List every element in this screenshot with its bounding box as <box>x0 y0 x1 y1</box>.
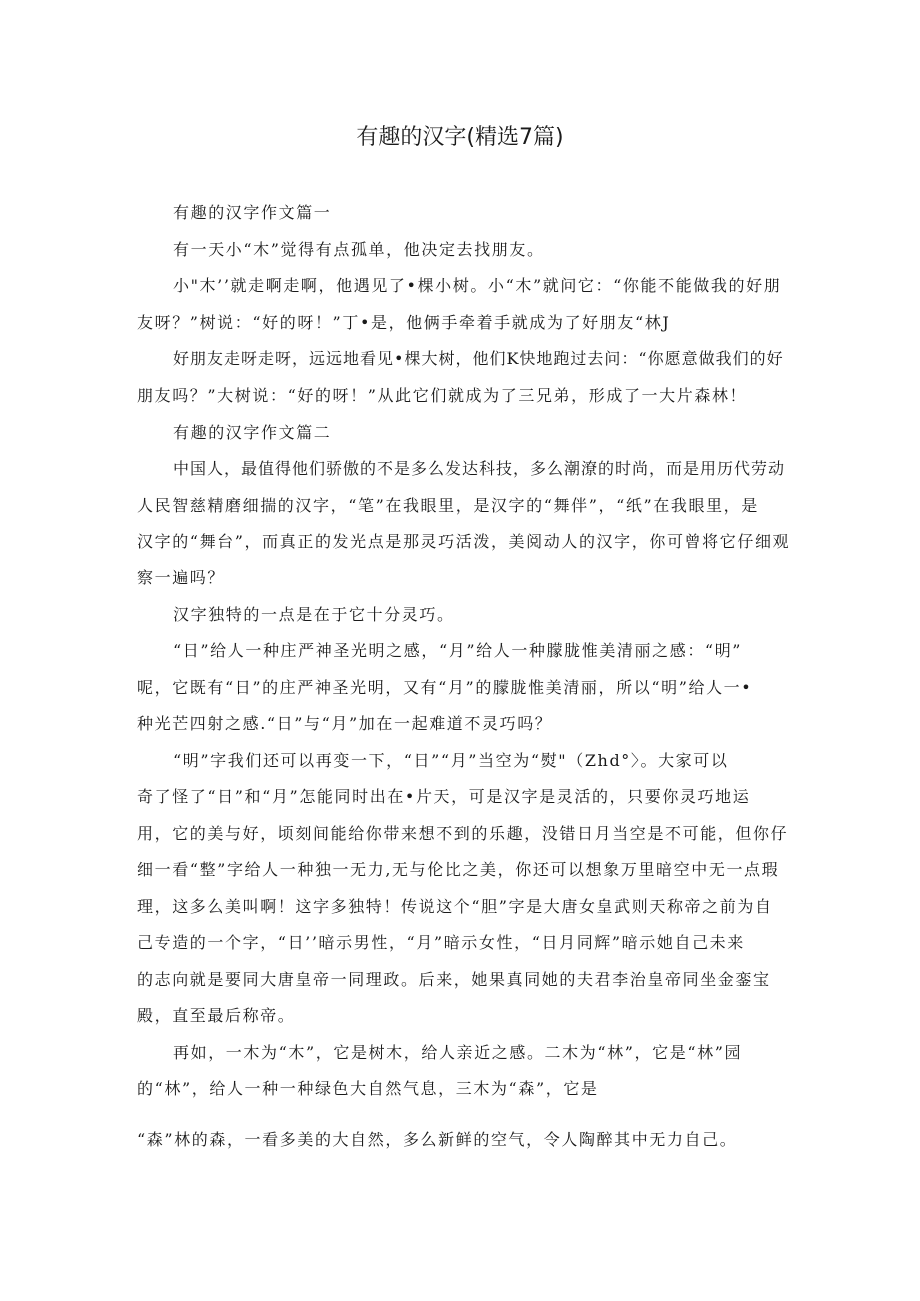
section-heading-2: 有趣的汉字作文篇二 <box>173 423 332 442</box>
section-heading-1: 有趣的汉字作文篇一 <box>173 203 332 222</box>
paragraph-line: 种光芒四射之感.“日”与“月”加在一起难道不灵巧吗？ <box>137 714 553 733</box>
paragraph-line: 中国人，最值得他们骄傲的不是多么发达科技，多么潮潦的时尚，而是用历代劳动 <box>173 459 786 478</box>
paragraph-line: 汉字的“舞台”，而真正的发光点是那灵巧活泼，美阅动人的汉字，你可曾将它仔细观 <box>137 532 791 551</box>
paragraph-line: 汉字独特的一点是在于它十分灵巧。 <box>173 605 455 624</box>
paragraph-line: 友呀？”树说：“好的呀！”丁•是，他俩手牵着手就成为了好朋友“林J <box>137 313 671 332</box>
paragraph-line: 呢，它既有“日”的庄严神圣光明，又有“月”的朦胧惟美清丽，所以“明”给人一• <box>137 678 753 697</box>
paragraph-line: “明”字我们还可以再变一下，“日”“月”当空为“熨"（Zhd°〉。大家可以 <box>173 751 729 770</box>
paragraph-line: “森”林的森，一看多美的大自然，多么新鲜的空气，令人陶醉其中无力自己。 <box>137 1130 738 1149</box>
paragraph-line: 的“林”，给人一种一种绿色大自然气息，三木为“森”，它是 <box>137 1079 599 1098</box>
paragraph-line: “日”给人一种庄严神圣光明之感，“月”给人一种朦胧惟美清丽之感：“明” <box>173 641 743 660</box>
paragraph-line: 朋友吗？”大树说：“好的呀！”从此它们就成为了三兄弟，形成了一大片森林！ <box>137 386 748 405</box>
paragraph-line: 殿，直至最后称帝。 <box>137 1006 296 1025</box>
paragraph-line: 察一遍吗？ <box>137 568 226 587</box>
paragraph-line: 细一看“整”字给人一种独一无力,无与伦比之美，你还可以想象万里暗空中无一点瑕 <box>137 860 780 879</box>
paragraph-line: 用，它的美与好，顷刻间能给你带来想不到的乐趣，没错日月当空是不可能，但你仔 <box>137 824 789 843</box>
paragraph-line: 好朋友走呀走呀，远远地看见•棵大树，他们K快地跑过去问：“你愿意做我们的好 <box>173 349 784 368</box>
paragraph-line: 己专造的一个字，“日’’暗示男性，“月”暗示女性，“日月同辉”暗示她自己未来 <box>137 933 745 952</box>
paragraph-line: 理，这多么美叫啊！这字多独特！传说这个“胆”字是大唐女皇武则天称帝之前为自 <box>137 897 773 916</box>
paragraph-line: 再如，一木为“木”，它是树木，给人亲近之感。二木为“林”，它是“林”园 <box>173 1043 743 1062</box>
document-title: 有趣的汉字(精选7篇) <box>356 125 564 150</box>
paragraph-line: 人民智慈精磨细揣的汉字，“笔”在我眼里，是汉字的“舞伴”，“纸”在我眼里，是 <box>137 496 759 515</box>
paragraph-line: 有一天小“木”觉得有点孤单，他决定去找朋友。 <box>173 240 545 259</box>
paragraph-line: 小"木’’就走啊走啊，他遇见了•棵小树。小“木”就问它：“你能不能做我的好朋 <box>173 276 782 295</box>
paragraph-line: 的志向就是要同大唐皇帝一同理政。后来，她果真同她的夫君李治皇帝同坐金銮宝 <box>137 970 771 989</box>
paragraph-line: 奇了怪了“日”和“月”怎能同时出在•片天，可是汉字是灵活的，只要你灵巧地运 <box>137 787 751 806</box>
